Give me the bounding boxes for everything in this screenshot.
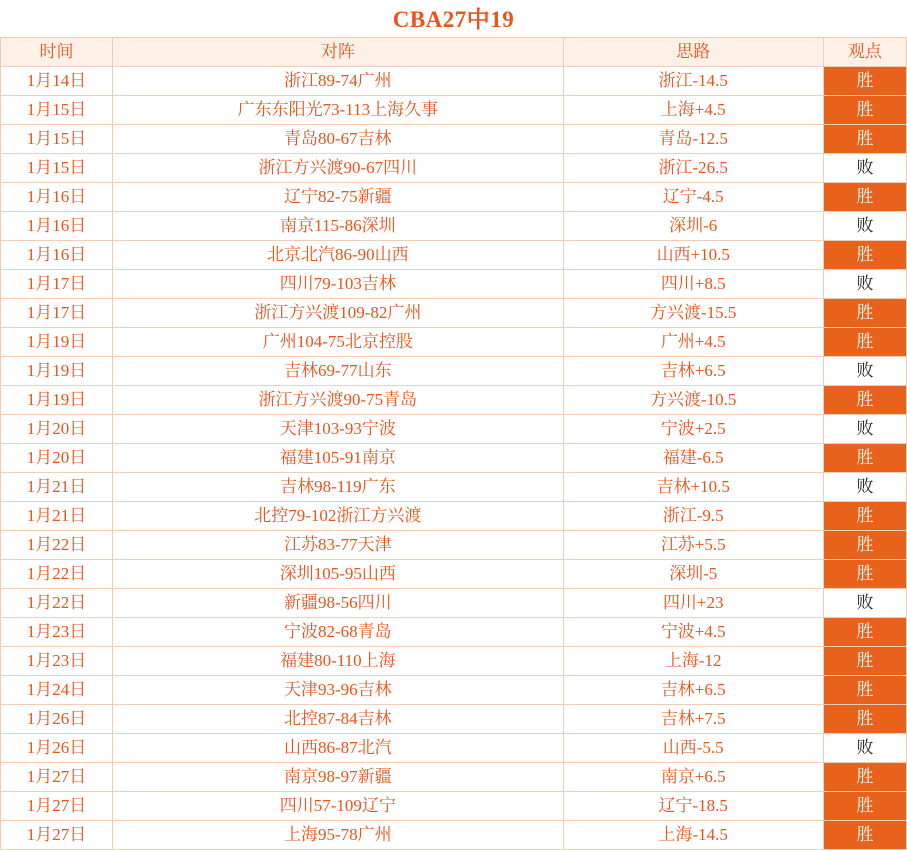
cell-date: 1月23日 — [1, 647, 113, 676]
cell-match: 浙江89-74广州 — [113, 67, 563, 96]
cell-idea: 广州+4.5 — [563, 328, 823, 357]
cell-date: 1月19日 — [1, 357, 113, 386]
cell-match: 福建105-91南京 — [113, 444, 563, 473]
cell-match: 广州104-75北京控股 — [113, 328, 563, 357]
cell-match: 广东东阳光73-113上海久事 — [113, 96, 563, 125]
cell-view-badge: 胜 — [823, 183, 906, 212]
cell-idea: 方兴渡-15.5 — [563, 299, 823, 328]
cell-idea: 浙江-9.5 — [563, 502, 823, 531]
cell-match: 北控79-102浙江方兴渡 — [113, 502, 563, 531]
cell-view-badge: 胜 — [823, 705, 906, 734]
cell-view-badge: 败 — [823, 270, 906, 299]
table-row — [1, 647, 907, 676]
cell-view-badge: 败 — [823, 415, 906, 444]
cell-view-badge: 胜 — [823, 531, 906, 560]
table-row — [1, 531, 907, 560]
table-row — [1, 212, 907, 241]
cell-view-badge: 胜 — [823, 125, 906, 154]
cell-match: 上海95-78广州 — [113, 821, 563, 850]
cell-date: 1月26日 — [1, 734, 113, 763]
cell-date: 1月20日 — [1, 415, 113, 444]
table-row — [1, 328, 907, 357]
cell-date: 1月26日 — [1, 705, 113, 734]
cell-date: 1月27日 — [1, 763, 113, 792]
results-table — [0, 37, 907, 850]
table-row — [1, 299, 907, 328]
cell-date: 1月20日 — [1, 444, 113, 473]
cell-match: 北控87-84吉林 — [113, 705, 563, 734]
page-title: CBA27中19 — [392, 7, 515, 32]
cell-match: 北京北汽86-90山西 — [113, 241, 563, 270]
cell-match: 青岛80-67吉林 — [113, 125, 563, 154]
column-header-date: 时间 — [1, 38, 113, 67]
cell-match: 吉林69-77山东 — [113, 357, 563, 386]
cell-idea: 方兴渡-10.5 — [563, 386, 823, 415]
table-row — [1, 386, 907, 415]
table-row — [1, 560, 907, 589]
cell-view-badge: 败 — [823, 734, 906, 763]
cell-match: 浙江方兴渡109-82广州 — [113, 299, 563, 328]
cell-idea: 宁波+4.5 — [563, 618, 823, 647]
cell-idea: 吉林+10.5 — [563, 473, 823, 502]
table-row — [1, 241, 907, 270]
table-row — [1, 270, 907, 299]
cell-view-badge: 胜 — [823, 67, 906, 96]
cell-date: 1月19日 — [1, 386, 113, 415]
cell-view-badge: 败 — [823, 357, 906, 386]
cell-view-badge: 胜 — [823, 676, 906, 705]
cell-view-badge: 胜 — [823, 386, 906, 415]
cell-idea: 青岛-12.5 — [563, 125, 823, 154]
cell-idea: 四川+23 — [563, 589, 823, 618]
column-header-idea: 思路 — [563, 38, 823, 67]
cell-view-badge: 胜 — [823, 328, 906, 357]
cell-date: 1月23日 — [1, 618, 113, 647]
cell-idea: 山西+10.5 — [563, 241, 823, 270]
cell-date: 1月17日 — [1, 270, 113, 299]
cell-idea: 上海-14.5 — [563, 821, 823, 850]
cell-date: 1月19日 — [1, 328, 113, 357]
cell-match: 南京115-86深圳 — [113, 212, 563, 241]
cell-idea: 吉林+6.5 — [563, 357, 823, 386]
cell-date: 1月24日 — [1, 676, 113, 705]
table-row — [1, 618, 907, 647]
cell-date: 1月22日 — [1, 560, 113, 589]
cell-match: 江苏83-77天津 — [113, 531, 563, 560]
table-row — [1, 792, 907, 821]
table-header-row — [1, 38, 907, 67]
cell-idea: 深圳-5 — [563, 560, 823, 589]
table-header — [1, 38, 907, 67]
cell-match: 浙江方兴渡90-75青岛 — [113, 386, 563, 415]
cell-date: 1月17日 — [1, 299, 113, 328]
cell-match: 吉林98-119广东 — [113, 473, 563, 502]
cell-view-badge: 胜 — [823, 560, 906, 589]
cell-match: 四川79-103吉林 — [113, 270, 563, 299]
table-row — [1, 763, 907, 792]
cell-idea: 吉林+7.5 — [563, 705, 823, 734]
table-row — [1, 821, 907, 850]
table-row — [1, 589, 907, 618]
cell-idea: 浙江-26.5 — [563, 154, 823, 183]
cell-idea: 南京+6.5 — [563, 763, 823, 792]
cell-idea: 上海+4.5 — [563, 96, 823, 125]
cell-view-badge: 胜 — [823, 821, 906, 850]
cell-match: 天津93-96吉林 — [113, 676, 563, 705]
table-row — [1, 502, 907, 531]
table-row — [1, 705, 907, 734]
cell-match: 新疆98-56四川 — [113, 589, 563, 618]
column-header-match: 对阵 — [113, 38, 563, 67]
cell-idea: 山西-5.5 — [563, 734, 823, 763]
cell-date: 1月16日 — [1, 241, 113, 270]
table-body — [1, 67, 907, 850]
cell-view-badge: 败 — [823, 589, 906, 618]
cell-idea: 福建-6.5 — [563, 444, 823, 473]
cell-view-badge: 败 — [823, 473, 906, 502]
cell-view-badge: 胜 — [823, 299, 906, 328]
cell-idea: 辽宁-4.5 — [563, 183, 823, 212]
cell-view-badge: 败 — [823, 154, 906, 183]
cell-idea: 上海-12 — [563, 647, 823, 676]
table-row — [1, 444, 907, 473]
cell-date: 1月27日 — [1, 792, 113, 821]
cell-match: 四川57-109辽宁 — [113, 792, 563, 821]
cell-view-badge: 胜 — [823, 618, 906, 647]
table-row — [1, 473, 907, 502]
cell-view-badge: 胜 — [823, 792, 906, 821]
cell-view-badge: 胜 — [823, 444, 906, 473]
cell-idea: 辽宁-18.5 — [563, 792, 823, 821]
column-header-view: 观点 — [823, 38, 906, 67]
cell-date: 1月16日 — [1, 212, 113, 241]
table-row — [1, 96, 907, 125]
cell-idea: 浙江-14.5 — [563, 67, 823, 96]
cell-idea: 宁波+2.5 — [563, 415, 823, 444]
cell-match: 浙江方兴渡90-67四川 — [113, 154, 563, 183]
cell-view-badge: 胜 — [823, 241, 906, 270]
table-row — [1, 357, 907, 386]
cell-date: 1月14日 — [1, 67, 113, 96]
cell-date: 1月15日 — [1, 125, 113, 154]
cell-view-badge: 败 — [823, 212, 906, 241]
cell-view-badge: 胜 — [823, 763, 906, 792]
table-row — [1, 415, 907, 444]
cell-idea: 江苏+5.5 — [563, 531, 823, 560]
cell-idea: 吉林+6.5 — [563, 676, 823, 705]
table-row — [1, 67, 907, 96]
cell-date: 1月22日 — [1, 531, 113, 560]
cell-date: 1月15日 — [1, 96, 113, 125]
cell-idea: 四川+8.5 — [563, 270, 823, 299]
cell-match: 福建80-110上海 — [113, 647, 563, 676]
cell-match: 山西86-87北汽 — [113, 734, 563, 763]
cell-date: 1月21日 — [1, 473, 113, 502]
cell-date: 1月27日 — [1, 821, 113, 850]
cell-match: 深圳105-95山西 — [113, 560, 563, 589]
cell-view-badge: 胜 — [823, 96, 906, 125]
cell-match: 南京98-97新疆 — [113, 763, 563, 792]
table-row — [1, 154, 907, 183]
cell-view-badge: 胜 — [823, 502, 906, 531]
table-row — [1, 734, 907, 763]
cell-date: 1月22日 — [1, 589, 113, 618]
cell-match: 天津103-93宁波 — [113, 415, 563, 444]
cell-match: 辽宁82-75新疆 — [113, 183, 563, 212]
cell-view-badge: 胜 — [823, 647, 906, 676]
table-row — [1, 125, 907, 154]
cell-match: 宁波82-68青岛 — [113, 618, 563, 647]
cell-date: 1月21日 — [1, 502, 113, 531]
table-row — [1, 676, 907, 705]
cell-idea: 深圳-6 — [563, 212, 823, 241]
cell-date: 1月15日 — [1, 154, 113, 183]
cell-date: 1月16日 — [1, 183, 113, 212]
table-row — [1, 183, 907, 212]
